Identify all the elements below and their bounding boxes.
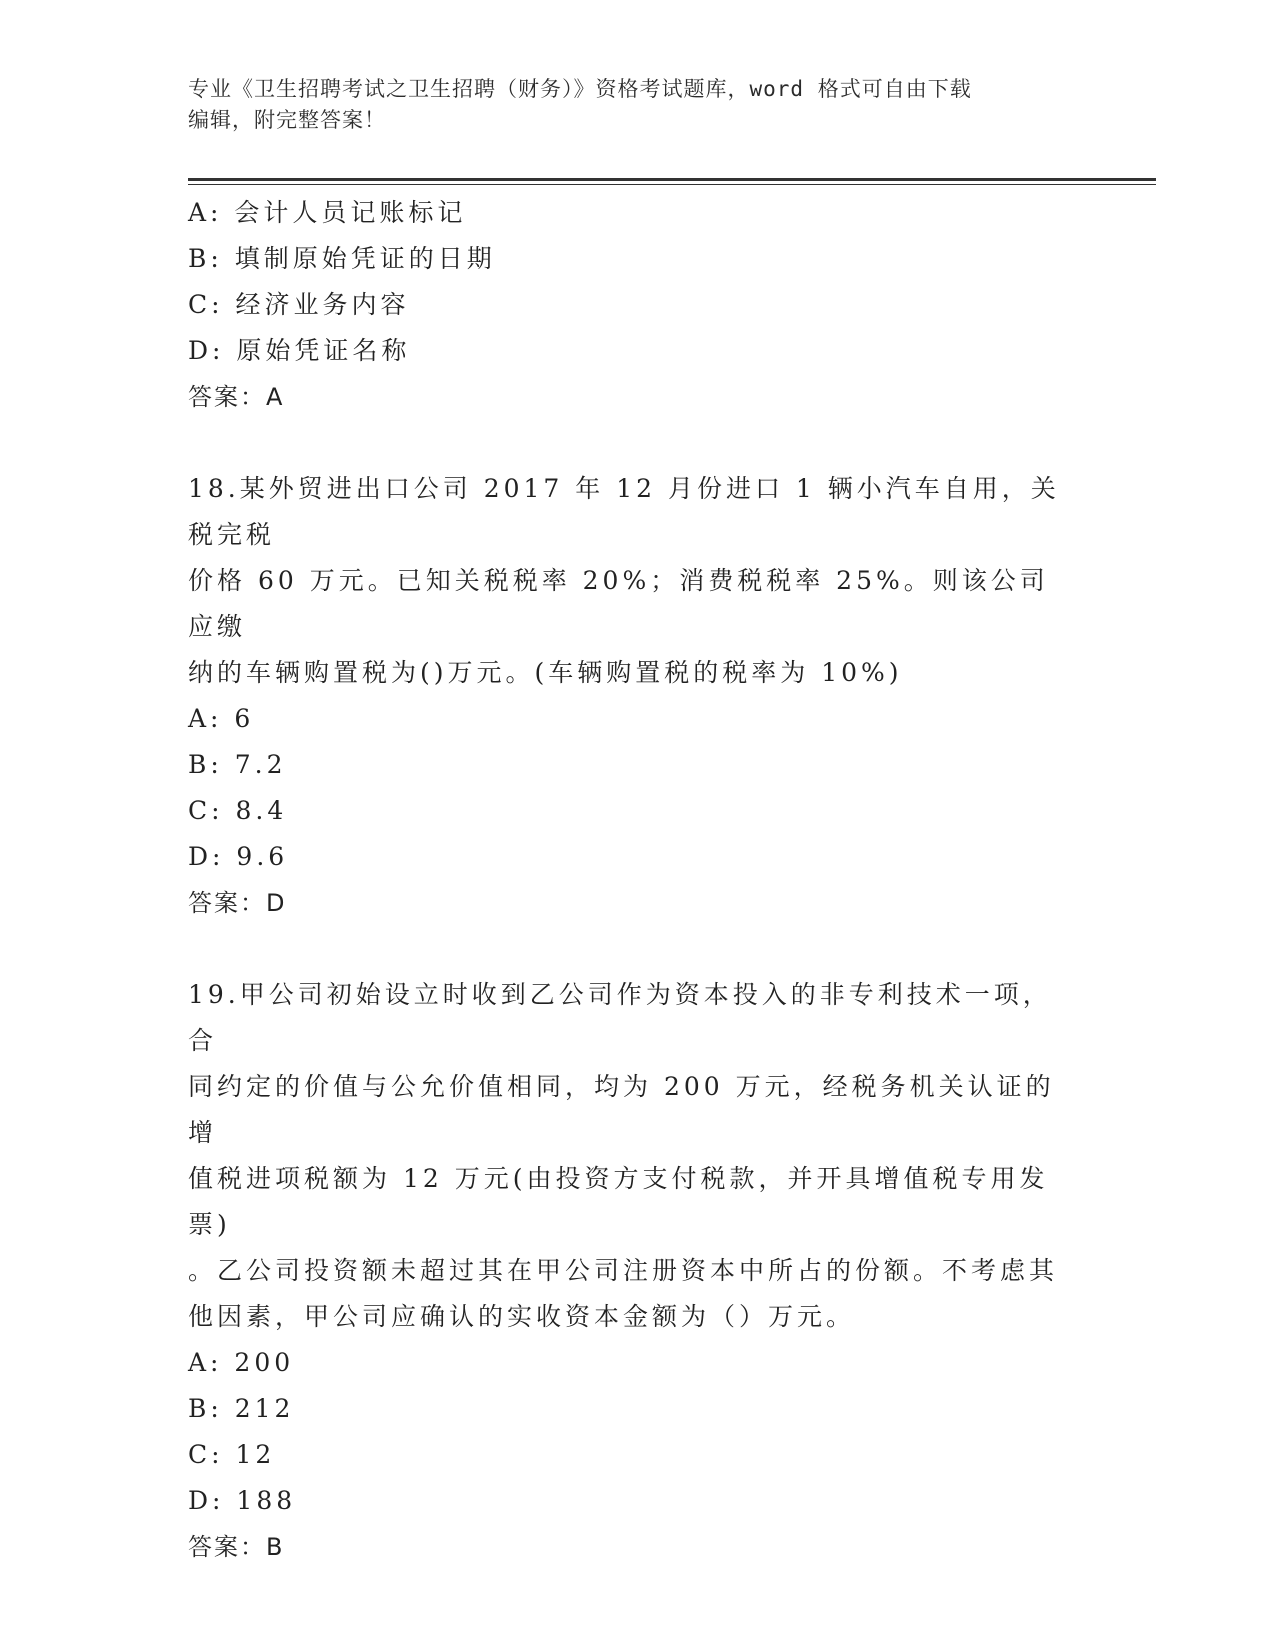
answer-label: 答案：A [188, 383, 285, 411]
option-c: C: 8.4 [188, 796, 288, 825]
option-b: B: 7.2 [188, 750, 287, 779]
header-divider-thick [188, 178, 1156, 181]
option-a: A: 6 [188, 704, 255, 733]
question-list [188, 190, 1088, 1570]
header-divider-thin [188, 184, 1156, 185]
answer-label: 答案：D [188, 889, 287, 917]
intro-line-2: 编辑，附完整答案！ [188, 108, 386, 132]
question-18 [188, 466, 1088, 926]
question-spacer [188, 926, 1088, 972]
question-stem-line: 18.某外贸进出口公司 2017 年 12 月份进口 1 辆小汽车自用，关税完税 [188, 474, 1060, 549]
question-19 [188, 972, 1088, 1570]
question-stem-line: 。乙公司投资额未超过其在甲公司注册资本中所占的份额。不考虑其 [188, 1256, 1059, 1285]
option-d: D: 9.6 [188, 842, 289, 871]
answer-label: 答案：B [188, 1533, 285, 1561]
question-stem-line: 19.甲公司初始设立时收到乙公司作为资本投入的非专利技术一项，合 [188, 980, 1052, 1055]
option-d: D: 188 [188, 1486, 297, 1515]
option-b: B: 填制原始凭证的日期 [188, 244, 496, 273]
question-stem-line: 纳的车辆购置税为()万元。(车辆购置税的税率为 10%) [188, 658, 903, 687]
question-17 [188, 190, 1088, 420]
option-d: D: 原始凭证名称 [188, 336, 411, 365]
option-b: B: 212 [188, 1394, 295, 1423]
question-stem-line: 他因素，甲公司应确认的实收资本金额为（）万元。 [188, 1302, 856, 1331]
question-spacer [188, 420, 1088, 466]
option-c: C: 12 [188, 1440, 276, 1469]
question-stem-line: 价格 60 万元。已知关税税率 20%；消费税税率 25%。则该公司应缴 [188, 566, 1049, 641]
intro-line-1: 专业《卫生招聘考试之卫生招聘（财务）》资格考试题库，word 格式可自由下载 [188, 77, 972, 101]
question-stem-line: 同约定的价值与公允价值相同，均为 200 万元，经税务机关认证的增 [188, 1072, 1055, 1147]
question-stem-line: 值税进项税额为 12 万元(由投资方支付税款，并开具增值税专用发票) [188, 1164, 1049, 1239]
document-intro [188, 74, 1068, 136]
option-a: A: 会计人员记账标记 [188, 198, 467, 227]
option-a: A: 200 [188, 1348, 295, 1377]
option-c: C: 经济业务内容 [188, 290, 410, 319]
